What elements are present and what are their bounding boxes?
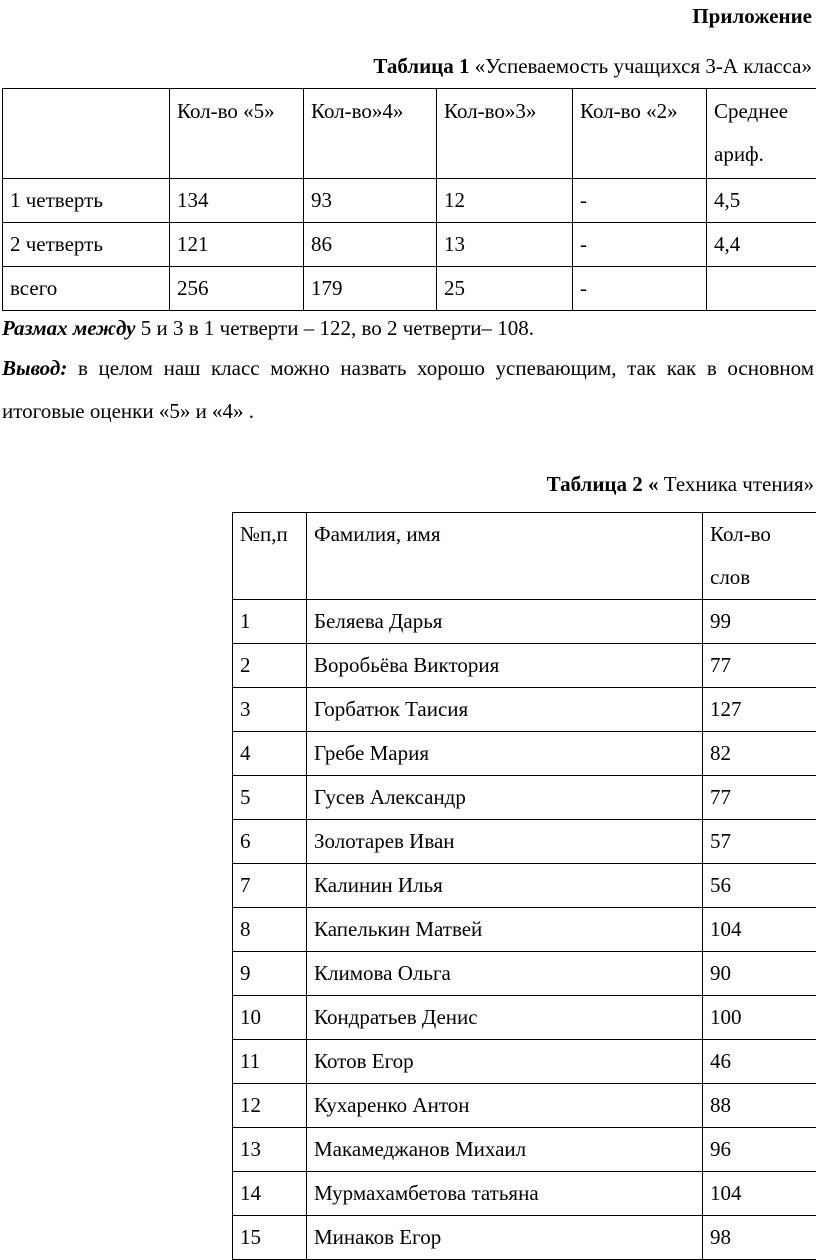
table-cell: 121 [170, 223, 304, 267]
table-row [233, 952, 816, 996]
table-cell: 104 [703, 1172, 816, 1216]
table-row [233, 1216, 816, 1260]
table-cell: Калинин Илья [307, 864, 703, 908]
range-summary [2, 307, 814, 350]
table-cell: 82 [703, 732, 816, 776]
table-cell: 25 [437, 267, 573, 311]
summary-text: 5 и 3 в 1 четверти – 122, во 2 четверти– 108. [135, 316, 534, 340]
table-row [233, 864, 816, 908]
table-row [233, 776, 816, 820]
table-cell: 46 [703, 1040, 816, 1084]
table-cell: 96 [703, 1128, 816, 1172]
table-cell: 2 четверть [3, 223, 170, 267]
table-cell: всего [3, 267, 170, 311]
table-cell: 12 [437, 179, 573, 223]
header-cell: Кол-во слов [703, 513, 816, 600]
table-cell: 77 [703, 776, 816, 820]
header-cell [3, 89, 170, 179]
table-cell: 93 [304, 179, 437, 223]
table-cell: 77 [703, 644, 816, 688]
table-row [233, 820, 816, 864]
table-cell: 8 [233, 908, 307, 952]
table-cell: 15 [233, 1216, 307, 1260]
table-cell: Золотарев Иван [307, 820, 703, 864]
table-cell: 100 [703, 996, 816, 1040]
header-cell: Фамилия, имя [307, 513, 703, 600]
table-row [233, 996, 816, 1040]
table-cell: 11 [233, 1040, 307, 1084]
table-header-row [3, 89, 816, 179]
table-cell: 88 [703, 1084, 816, 1128]
table1-caption-label: Таблица 1 [373, 54, 469, 78]
table-cell: 4 [233, 732, 307, 776]
header-cell: Кол-во «5» [170, 89, 304, 179]
table-cell: 99 [703, 600, 816, 644]
table-row [3, 179, 816, 223]
table-cell: 134 [170, 179, 304, 223]
table-cell: Минаков Егор [307, 1216, 703, 1260]
table-cell: Капелькин Матвей [307, 908, 703, 952]
table-cell: 14 [233, 1172, 307, 1216]
table-cell: 4,5 [707, 179, 816, 223]
header-cell: Кол-во «2» [573, 89, 707, 179]
summary-lead: Размах между [2, 316, 135, 340]
table-cell: Беляева Дарья [307, 600, 703, 644]
table-cell: Гусев Александр [307, 776, 703, 820]
table-row [233, 600, 816, 644]
table2-caption [547, 472, 814, 497]
table-cell [707, 267, 816, 311]
table-cell: Макамеджанов Михаил [307, 1128, 703, 1172]
table-cell: 5 [233, 776, 307, 820]
table-row [233, 1040, 816, 1084]
table-cell: 179 [304, 267, 437, 311]
table-cell: 13 [233, 1128, 307, 1172]
table-row [233, 1128, 816, 1172]
table-cell: - [573, 223, 707, 267]
conclusion-text: в целом наш класс можно назвать хорошо успевающим, так как в основном итоговые оценки «5» и «4» . [2, 356, 814, 423]
conclusion-paragraph [2, 347, 814, 433]
table-row [233, 732, 816, 776]
reading-table-body [233, 513, 816, 1260]
table-row [233, 688, 816, 732]
table-row [233, 908, 816, 952]
table-cell: Кухаренко Антон [307, 1084, 703, 1128]
table-cell: 1 [233, 600, 307, 644]
table-cell: 7 [233, 864, 307, 908]
header-cell: Среднее ариф. [707, 89, 816, 179]
table-cell: 12 [233, 1084, 307, 1128]
table-cell: Котов Егор [307, 1040, 703, 1084]
table-cell: 3 [233, 688, 307, 732]
table-cell: Горбатюк Таисия [307, 688, 703, 732]
table-row [233, 1172, 816, 1216]
table-cell: 1 четверть [3, 179, 170, 223]
conclusion-lead: Вывод: [2, 356, 67, 380]
header-cell: Кол-во»3» [437, 89, 573, 179]
table-cell: 104 [703, 908, 816, 952]
table-cell: 98 [703, 1216, 816, 1260]
appendix-title: Приложение [692, 4, 812, 29]
table-cell: Воробьёва Виктория [307, 644, 703, 688]
table-cell: 6 [233, 820, 307, 864]
table-row [3, 223, 816, 267]
table-cell: 90 [703, 952, 816, 996]
table-cell: 86 [304, 223, 437, 267]
table2-caption-label: Таблица 2 « [547, 472, 659, 496]
table-header-row [233, 513, 816, 600]
table-cell: 2 [233, 644, 307, 688]
table-cell: 4,4 [707, 223, 816, 267]
table-cell: - [573, 267, 707, 311]
table-row [233, 1084, 816, 1128]
table-cell: 56 [703, 864, 816, 908]
table-cell: 10 [233, 996, 307, 1040]
table-cell: - [573, 179, 707, 223]
table-row [233, 644, 816, 688]
table-row [3, 267, 816, 311]
grades-table [2, 88, 816, 311]
table-cell: 127 [703, 688, 816, 732]
table-cell: 13 [437, 223, 573, 267]
table-cell: 9 [233, 952, 307, 996]
table1-caption-text: «Успеваемость учащихся 3-А класса» [470, 54, 812, 78]
table1-caption [373, 54, 812, 79]
reading-table [232, 512, 816, 1260]
table-cell: 256 [170, 267, 304, 311]
table2-caption-text: Техника чтения» [659, 472, 814, 496]
header-cell: №п,п [233, 513, 307, 600]
table-cell: Гребе Мария [307, 732, 703, 776]
table-cell: Климова Ольга [307, 952, 703, 996]
table-cell: 57 [703, 820, 816, 864]
table-cell: Мурмахамбетова татьяна [307, 1172, 703, 1216]
table-cell: Кондратьев Денис [307, 996, 703, 1040]
header-cell: Кол-во»4» [304, 89, 437, 179]
